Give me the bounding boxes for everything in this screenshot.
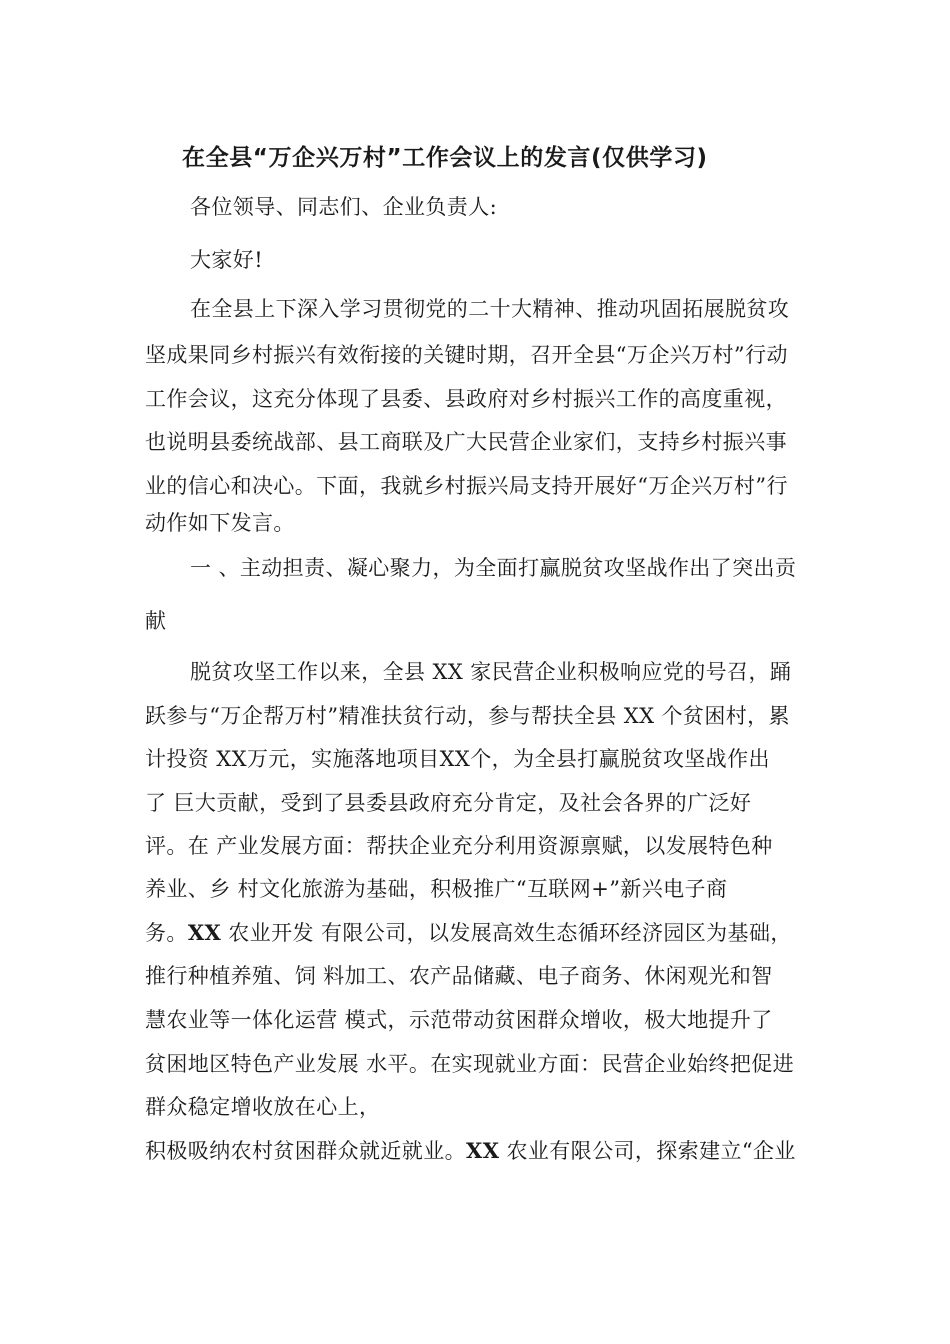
section-heading-continued: 献 <box>145 609 167 633</box>
paragraph-line: 评。在 产业发展方面：帮扶企业充分利用资源禀赋，以发展特色种 <box>145 834 773 858</box>
paragraph-line: 养业、乡 村文化旅游为基础，积极推广“互联网+”新兴电子商 <box>145 877 728 901</box>
paragraph-line: 工作会议，这充分体现了县委、县政府对乡村振兴工作的高度重视， <box>145 387 787 411</box>
paragraph-line: 跃参与“万企帮万村”精准扶贫行动，参与帮扶全县 XX 个贫困村，累 <box>145 704 790 728</box>
paragraph-line <box>145 1136 796 1166</box>
company-name: XX <box>466 1138 500 1163</box>
paragraph-line: 动作如下发言。 <box>145 511 295 535</box>
paragraph-line <box>145 918 792 948</box>
paragraph-line: 脱贫攻坚工作以来，全县 XX 家民营企业积极响应党的号召，踊 <box>190 660 792 684</box>
salutation: 各位领导、同志们、企业负责人: <box>190 195 498 219</box>
text-run: 积极吸纳农村贫困群众就近就业。 <box>145 1139 466 1163</box>
paragraph-line: 也说明县委统战部、县工商联及广大民营企业家们，支持乡村振兴事 <box>145 430 787 454</box>
text-run: 务。 <box>145 921 188 945</box>
document-title: 在全县“万企兴万村”工作会议上的发言(仅供学习) <box>182 145 708 171</box>
paragraph-line: 在全县上下深入学习贯彻党的二十大精神、推动巩固拓展脱贫攻 <box>190 297 790 321</box>
text-run: 农业有限公司，探索建立“企业 <box>499 1139 796 1163</box>
paragraph-line: 贫困地区特色产业发展 水平。在实现就业方面：民营企业始终把促进 <box>145 1052 795 1076</box>
paragraph-line: 慧农业等一体化运营 模式，示范带动贫困群众增收，极大地提升了 <box>145 1008 773 1032</box>
section-heading: 一 、主动担责、凝心聚力，为全面打赢脱贫攻坚战作出了突出贡 <box>190 556 797 580</box>
text-run: 农业开发 有限公司，以发展高效生态循环经济园区为基础， <box>221 921 792 945</box>
company-name: XX <box>187 920 222 945</box>
paragraph-line: 坚成果同乡村振兴有效衔接的关键时期，召开全县“万企兴万村”行动 <box>145 343 788 367</box>
paragraph-line: 业的信心和决心。下面，我就乡村振兴局支持开展好“万企兴万村”行 <box>145 474 788 498</box>
paragraph-line: 计投资 XX万元，实施落地项目XX个，为全县打赢脱贫攻坚战作出 <box>145 747 770 771</box>
greeting: 大家好! <box>190 248 264 272</box>
paragraph-line: 推行种植养殖、饲 料加工、农产品储藏、电子商务、休闲观光和智 <box>145 964 773 988</box>
paragraph-line: 了 巨大贡献，受到了县委县政府充分肯定，及社会各界的广泛好 <box>145 791 752 815</box>
paragraph-line: 群众稳定增收放在心上， <box>145 1095 381 1119</box>
